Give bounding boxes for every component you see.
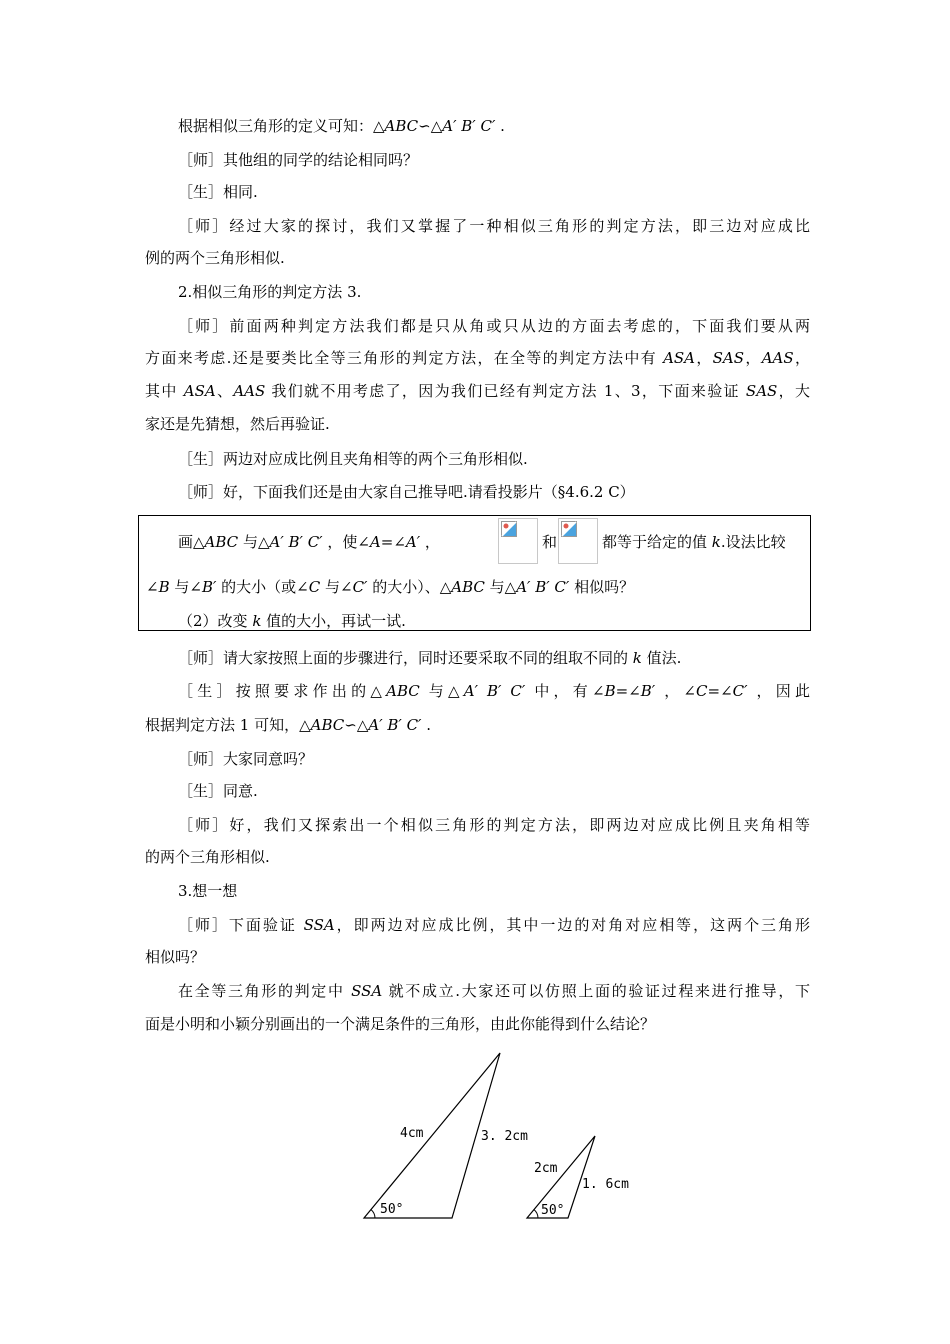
text: .设法比较 (720, 533, 786, 551)
text: ∽△ (344, 716, 369, 734)
text: ， (695, 349, 713, 367)
text: 就不成立.大家还可以仿照上面的验证过程来进行推导，下 (382, 982, 810, 1000)
angle-b1: B′ (640, 682, 665, 700)
term-sas: SAS (712, 349, 745, 367)
dialogue-teacher: ［师］好，下面我们还是由大家自己推导吧.请看投影片（§4.6.2 C） (178, 483, 635, 501)
text: 与∠ (169, 578, 202, 596)
small-angle-label: 50° (541, 1203, 565, 1218)
text: 与∠ (320, 578, 353, 596)
text: ［师］请大家按照上面的步骤进行，同时还要采取不同的组取不同的 (178, 649, 633, 667)
text: 相似吗？ (574, 578, 635, 596)
dialogue-teacher-cont: 家还是先猜想，然后再验证. (145, 415, 330, 433)
dialogue-teacher-cont: 相似吗？ (145, 948, 206, 966)
dialogue-teacher: ［师］其他组的同学的结论相同吗？ (178, 151, 419, 169)
text: 值法. (641, 649, 682, 667)
text: ，即两边对应成比例，其中一边的对角对应相等，这两个三角形 (334, 916, 810, 934)
triangle-a1b1c1: A′ B′ C′ (368, 716, 427, 734)
term-ssa: SSA (351, 982, 383, 1000)
triangles-svg (355, 1050, 645, 1225)
dialogue-teacher-cont: 例的两个三角形相似. (145, 249, 285, 267)
text: ， (793, 349, 810, 367)
text: 与△ (484, 578, 517, 596)
angle-c: C (308, 578, 321, 596)
big-side1-label: 4cm (400, 1126, 424, 1141)
triangle-a1b1c1: A′ B′ C′ (463, 682, 535, 700)
text: 其中 (145, 382, 184, 400)
term-asa: ASA (183, 382, 216, 400)
text: ［师］下面验证 (178, 916, 304, 934)
term-aas: AAS (761, 349, 794, 367)
variable-k: k (711, 533, 721, 551)
angle-b1: B′ (201, 578, 222, 596)
big-triangle (364, 1053, 528, 1218)
small-side2-label: 1. 6cm (582, 1177, 629, 1192)
angle-c1: C′ (732, 682, 757, 700)
text-and: 和 (542, 533, 558, 551)
text: 画△ (178, 533, 205, 551)
angle-a: A (369, 533, 381, 551)
triangles-figure (355, 1050, 645, 1225)
dialogue-teacher-cont (145, 380, 810, 402)
triangle-abc: ABC (384, 117, 419, 135)
text: . (426, 716, 431, 734)
big-side2-label: 3. 2cm (481, 1129, 528, 1144)
dialogue-teacher: ［师］好，我们又探索出一个相似三角形的判定方法，即两边对应成比例且夹角相等 (178, 816, 810, 834)
text: ，∠ (664, 682, 697, 700)
text: ，大 (777, 382, 810, 400)
text: 的大小）、△ (372, 578, 452, 596)
dialogue-teacher: ［师］前面两种判定方法我们都是只从角或只从边的方面去考虑的，下面我们要从两 (178, 317, 810, 335)
triangle-abc: ABC (451, 578, 485, 596)
dialogue-teacher-cont (145, 347, 810, 369)
small-side1-label: 2cm (534, 1161, 558, 1176)
formula-image-1 (498, 518, 538, 564)
angle-a1: A′ (405, 533, 425, 551)
dialogue-student: ［生］同意. (178, 782, 258, 800)
exercise-line-3 (178, 610, 406, 632)
exercise-line-1 (178, 531, 440, 553)
angle-c: C (696, 682, 708, 700)
term-aas: AAS (233, 382, 266, 400)
text: 根据判定方法 1 可知，△ (145, 716, 311, 734)
dialogue-teacher (178, 647, 810, 669)
small-triangle (527, 1136, 629, 1218)
term-sas: SAS (745, 382, 778, 400)
dialogue-student: ［生］两边对应成比例且夹角相等的两个三角形相似. (178, 450, 528, 468)
paragraph (178, 980, 810, 1002)
text: 我们就不用考虑了，因为我们已经有判定方法 1、3，下面来验证 (265, 382, 746, 400)
text: 根据相似三角形的定义可知：△ (178, 117, 385, 135)
formula-image-2 (558, 518, 598, 564)
dialogue-teacher-cont: 的两个三角形相似. (145, 848, 270, 866)
small-angle-arc (534, 1210, 538, 1218)
text: （2）改变 (178, 612, 253, 630)
triangle-a1b1c1: A′ B′ C′ (269, 533, 328, 551)
text: 值的大小，再试一试. (261, 612, 406, 630)
text: ∽△ (418, 117, 443, 135)
text: ［生］按照要求作出的△ (178, 682, 387, 700)
text: ， (424, 533, 440, 551)
text: 中，有∠ (534, 682, 605, 700)
big-angle-arc (371, 1210, 375, 1218)
exercise-box (138, 515, 811, 631)
triangle-a1b1c1: A′ B′ C′ (516, 578, 575, 596)
text: 在全等三角形的判定中 (178, 982, 352, 1000)
text: ∠ (146, 578, 159, 596)
dialogue-student-cont (145, 714, 810, 736)
triangle-abc: ABC (310, 716, 345, 734)
text: =∠ (615, 682, 641, 700)
exercise-line-2 (146, 576, 634, 598)
text: =∠ (707, 682, 733, 700)
angle-b: B (604, 682, 616, 700)
angle-b: B (158, 578, 170, 596)
text: 、 (215, 382, 234, 400)
dialogue-student (178, 680, 810, 702)
variable-k: k (252, 612, 262, 630)
paragraph-conclusion (178, 115, 810, 137)
text: . (500, 117, 505, 135)
exercise-line-1-tail (602, 531, 786, 553)
big-triangle-shape (364, 1053, 500, 1218)
section-heading: 2.相似三角形的判定方法 3. (178, 283, 362, 301)
text: =∠ (380, 533, 406, 551)
variable-k: k (632, 649, 642, 667)
triangle-abc: ABC (386, 682, 420, 700)
text: 的大小（或∠ (221, 578, 309, 596)
dialogue-student: ［生］相同. (178, 183, 258, 201)
triangle-a1b1c1: A′ B′ C′ (442, 117, 501, 135)
broken-image-icon (561, 521, 577, 537)
angle-c1: C′ (352, 578, 373, 596)
term-ssa: SSA (303, 916, 335, 934)
broken-image-icon (501, 521, 517, 537)
text: ， (744, 349, 762, 367)
text: ，使∠ (327, 533, 370, 551)
paragraph-cont: 面是小明和小颖分别画出的一个满足条件的三角形，由此你能得到什么结论？ (145, 1015, 656, 1033)
text: 与△ (419, 682, 464, 700)
dialogue-teacher: ［师］经过大家的探讨，我们又掌握了一种相似三角形的判定方法，即三边对应成比 (178, 217, 810, 235)
text: 都等于给定的值 (602, 533, 712, 551)
big-angle-label: 50° (380, 1202, 404, 1217)
section-heading: 3.想一想 (178, 882, 238, 900)
text: 方面来考虑.还是要类比全等三角形的判定方法，在全等的判定方法中有 (145, 349, 664, 367)
term-asa: ASA (663, 349, 696, 367)
text: ，因此 (756, 682, 810, 700)
dialogue-teacher: ［师］大家同意吗？ (178, 750, 314, 768)
dialogue-teacher (178, 914, 810, 936)
triangle-abc: ABC (204, 533, 239, 551)
text: 与△ (238, 533, 270, 551)
